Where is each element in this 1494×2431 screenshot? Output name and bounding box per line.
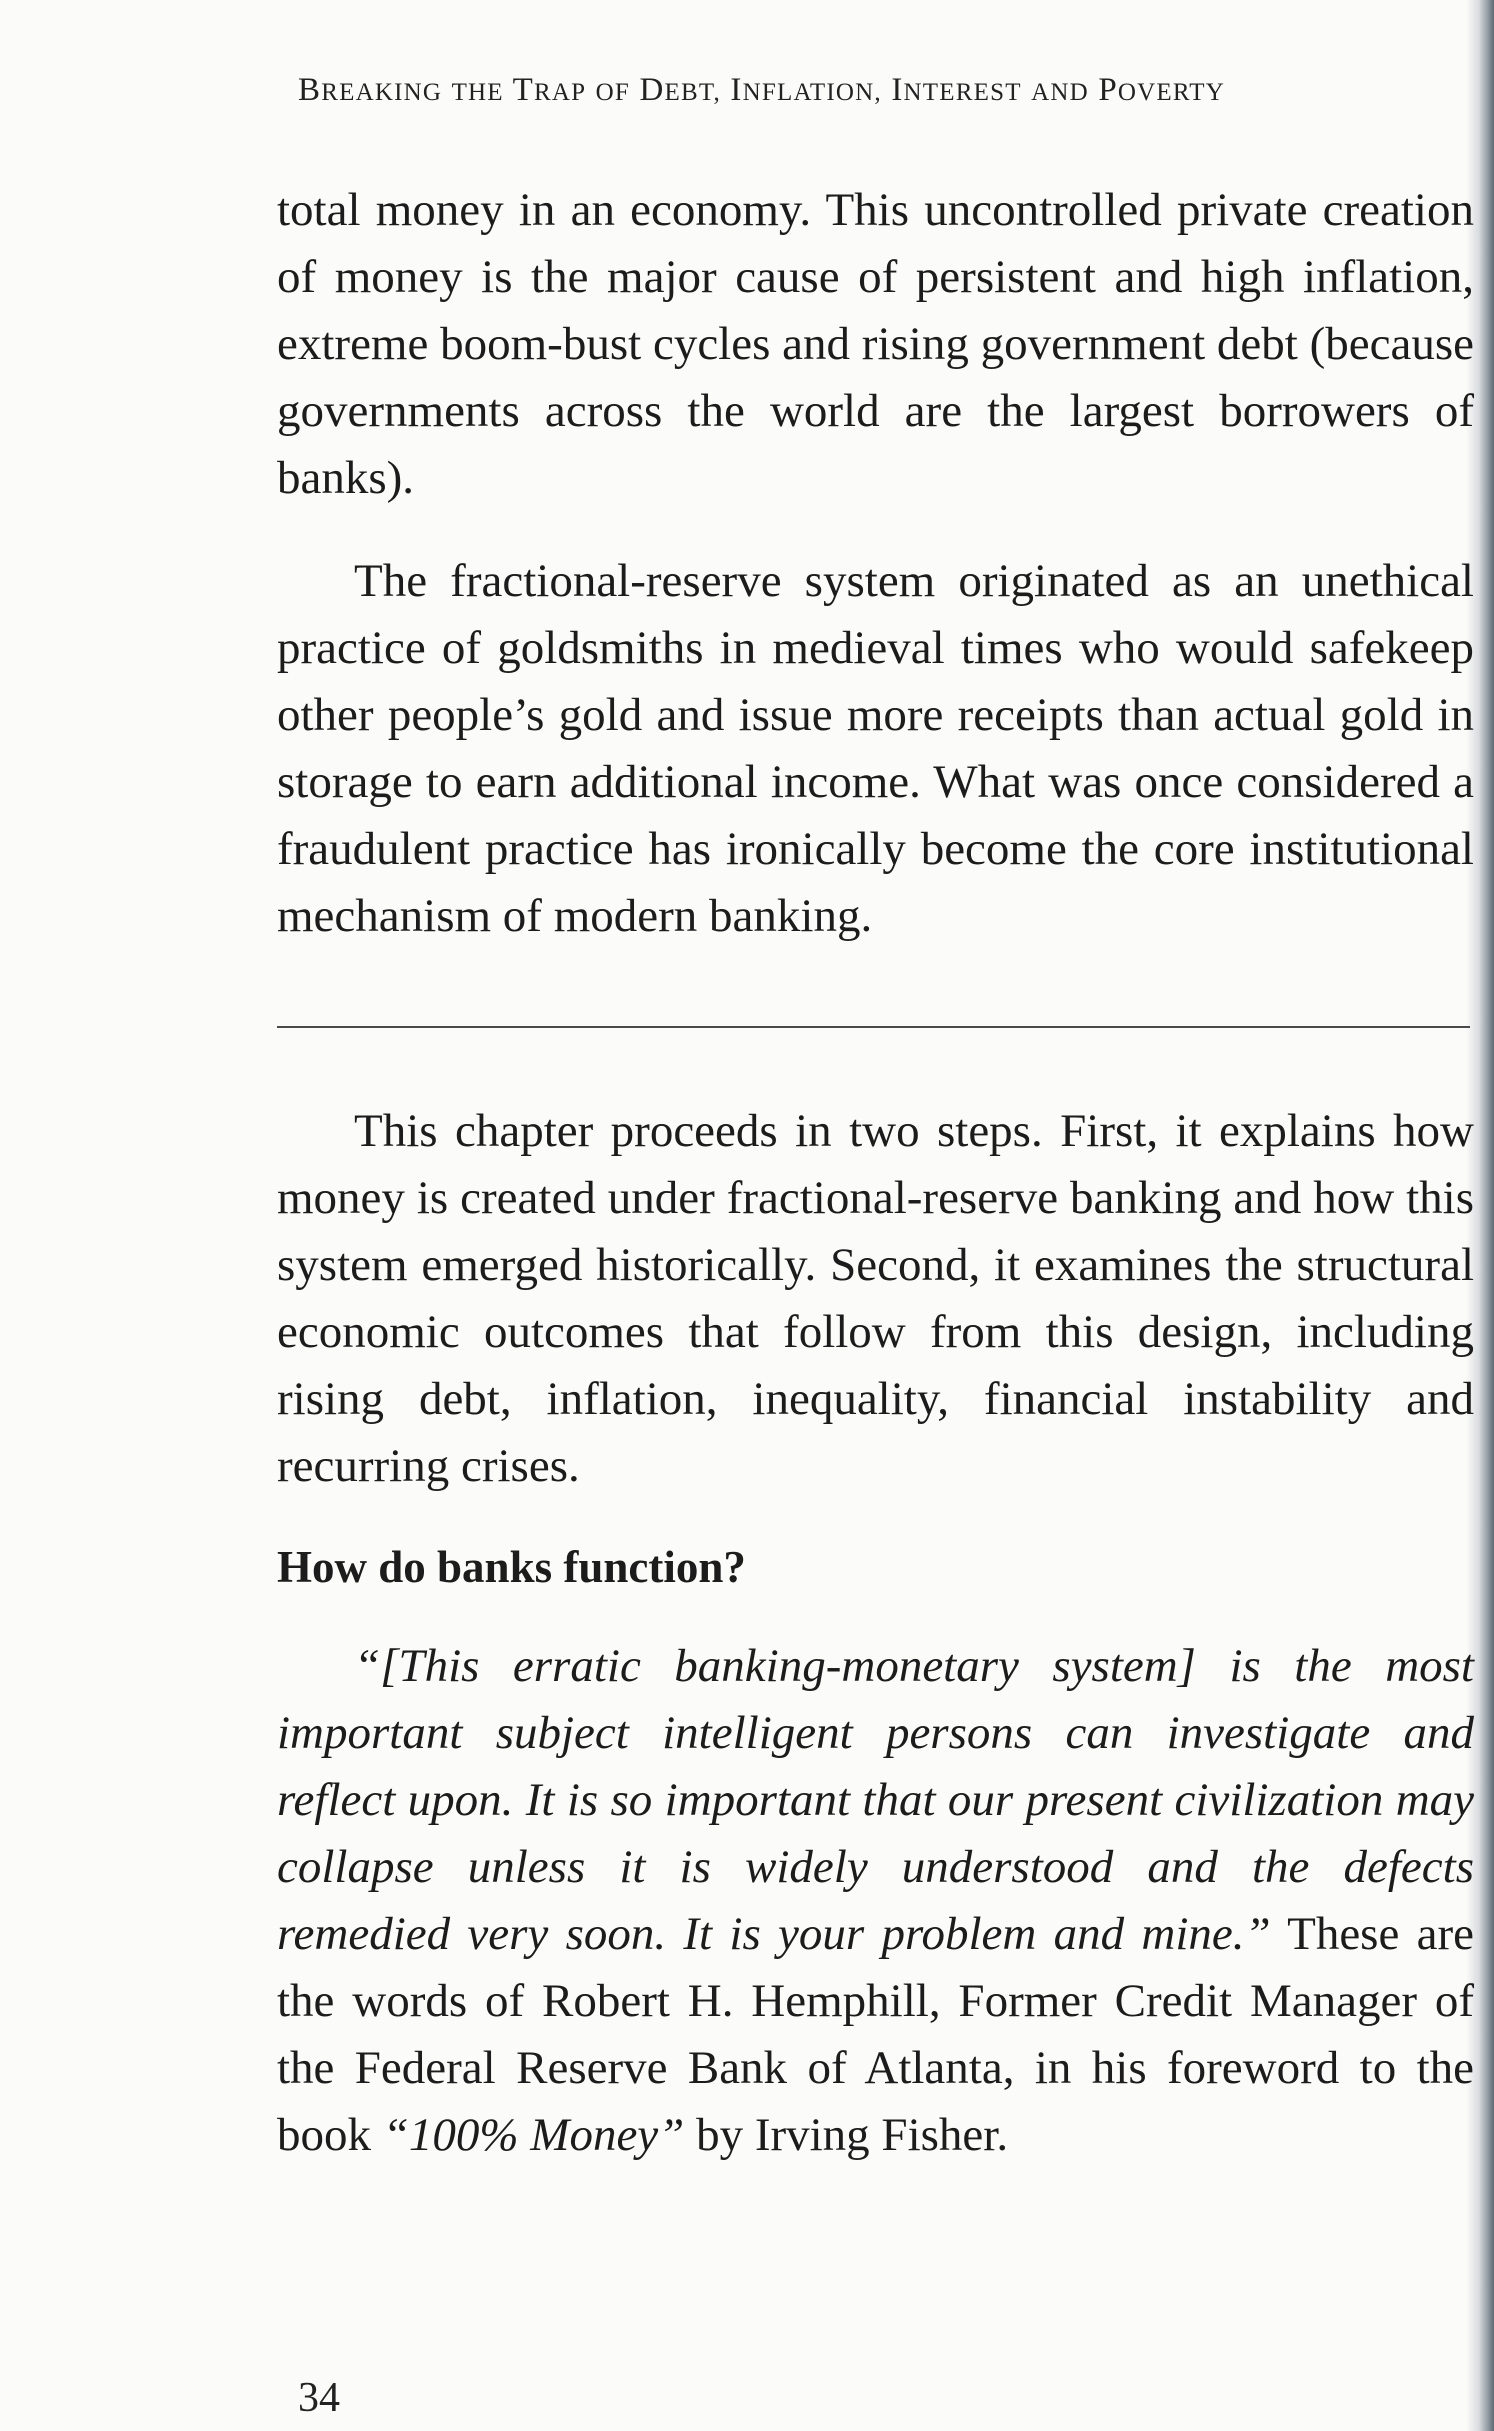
quote-italic: “[This erratic banking-monetary system] is the most important subject intelligent persons can investigate and reflect upon. It is so important that our present civilization may collapse unless it is widely understood and the defects remedied very soon. It is your problem and mine.” (277, 1640, 1474, 1960)
section-heading: How do banks function? (277, 1542, 746, 1592)
quote-attribution: These are the words of Robert H. Hemphill, Former Credit Manager of the Federal Reserve Bank of Atlanta, in his foreword to the book (277, 1908, 1474, 2161)
paragraph-2: The fractional-reserve system originated as an unethical practice of goldsmiths in medieval times who would safekeep other people’s gold and issue more receipts than actual gold in storage to earn additional income. What was once considered a fraudulent practice has ironically become the core institutional mechanism of modern banking. (277, 555, 1474, 942)
running-head-word-1: BREAKING (298, 72, 443, 108)
section-divider (277, 1026, 1470, 1028)
paragraph-3: This chapter proceeds in two steps. First, it explains how money is created under fractional-reserve banking and how this system emerged historically. Second, it examines the structural economic outcomes that follow from this design, including rising debt, inflation, inequality, financial instability and recurring crises. (277, 1105, 1474, 1492)
body-text (277, 177, 1474, 2169)
quote-paragraph (277, 1633, 1474, 2169)
running-head-word-9: POVERTY (1098, 72, 1225, 108)
quote-author: by Irving Fisher. (684, 2109, 1009, 2161)
running-head (298, 72, 1458, 109)
book-title: “100% Money” (382, 2109, 685, 2161)
running-head-word-8: AND (1031, 79, 1089, 106)
running-head-word-7: INTEREST (891, 72, 1022, 108)
running-head-word-5: DEBT, (639, 72, 721, 108)
page-number: 34 (298, 2375, 340, 2421)
running-head-word-6: INFLATION, (730, 72, 882, 108)
running-head-word-3: TRAP (512, 72, 587, 108)
running-head-word-4: OF (595, 79, 631, 106)
paragraph-1: total money in an economy. This uncontrolled private creation of money is the major cause of persistent and high inflation, extreme boom-bust cycles and rising government debt (because governments across the world are the largest borrowers of banks). (277, 184, 1474, 504)
running-head-word-2: THE (451, 79, 504, 106)
